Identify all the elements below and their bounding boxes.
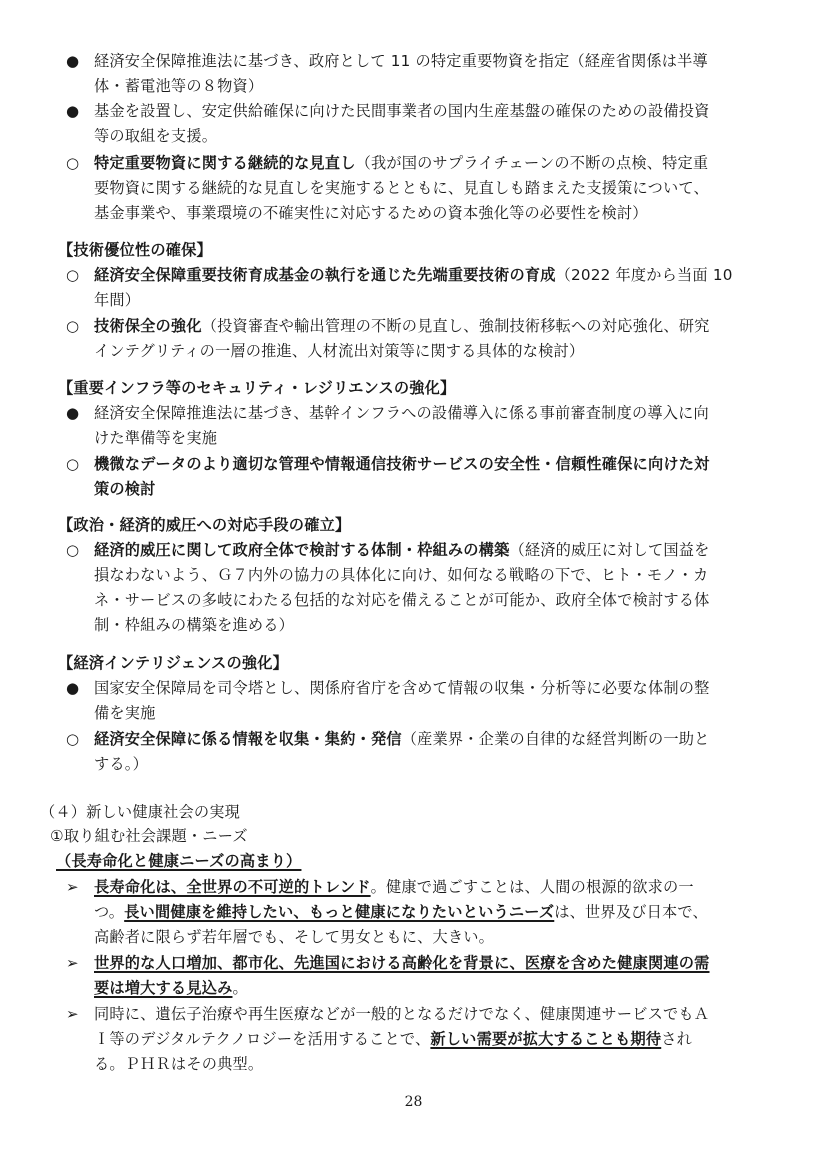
section-heading: 【政治・経済的威圧への対応手段の確立】	[58, 516, 351, 534]
text-line	[94, 875, 694, 899]
text-line: 基金事業や、事業環境の不確実性に対応するための資本強化等の必要性を検討）	[94, 204, 648, 222]
text-line: 等の取組を支援。	[94, 127, 218, 145]
text-line: 体・蓄電池等の８物資）	[94, 77, 264, 95]
text-span: （経済的威圧に対して国益を	[509, 541, 710, 559]
text-span: 。	[232, 979, 248, 997]
text-line: 経済安全保障推進法に基づき、政府として 11 の特定重要物資を指定（経産省関係は半導	[94, 52, 708, 70]
text-span: は、世界及び日本で、	[554, 903, 708, 921]
text-line	[94, 314, 710, 338]
text-span: Ｉ等のデジタルテクノロジーを活用することで、	[94, 1030, 431, 1048]
emphasis-text: 新しい需要が拡大することも期待	[430, 1030, 662, 1048]
emphasis-text: 経済安全保障に係る情報を収集・集約・発信	[94, 730, 402, 748]
text-line: 同時に、遺伝子治療や再生医療などが一般的となるだけでなく、健康関連サービスでもＡ	[94, 1005, 710, 1023]
text-span: （2022 年度から当面 10	[555, 266, 733, 284]
bullet-open: ○	[66, 266, 80, 284]
text-line: する。）	[94, 755, 148, 773]
bullet-filled: ●	[66, 404, 80, 422]
emphasis-text: 要は増大する見込み	[94, 979, 233, 997]
section-title: （４）新しい健康社会の実現	[40, 803, 241, 821]
text-line: 経済安全保障推進法に基づき、基幹インフラへの設備導入に係る事前審査制度の導入に向	[94, 404, 709, 422]
section-heading: 【経済インテリジェンスの強化】	[58, 654, 289, 672]
text-line: 基金を設置し、安定供給確保に向けた民間事業者の国内生産基盤の確保のための設備投資	[94, 102, 710, 120]
text-line: 制・枠組みの構築を進める）	[94, 616, 295, 634]
emphasis-text: 技術保全の強化	[94, 317, 202, 335]
text-span: され	[661, 1030, 692, 1048]
subsection-title: ①取り組む社会課題・ニーズ	[50, 827, 248, 845]
emphasis-text: 世界的な人口増加、都市化、先進国における高齢化を背景に、医療を含めた健康関連の需	[94, 954, 710, 972]
text-line: けた準備等を実施	[94, 429, 218, 447]
bullet-open: ○	[66, 730, 80, 748]
section-heading: 【重要インフラ等のセキュリティ・レジリエンスの強化】	[58, 379, 456, 397]
text-span: （我が国のサプライチェーンの不断の点検、特定重	[355, 154, 709, 172]
text-line: 備を実施	[94, 704, 156, 722]
text-line: 要物資に関する継続的な見直しを実施するとともに、見直しも踏まえた支援策について、	[94, 179, 709, 197]
text-line: る。ＰＨＲはその典型。	[94, 1055, 264, 1073]
arrow-bullet: ➢	[66, 954, 79, 972]
text-line	[94, 727, 710, 751]
emphasis-text: 特定重要物資に関する継続的な見直し	[94, 154, 356, 172]
text-line	[94, 1027, 692, 1051]
text-span: 。健康で過ごすことは、人間の根源的欲求の一	[370, 878, 694, 896]
bullet-filled: ●	[66, 102, 80, 120]
text-line	[94, 538, 710, 562]
arrow-bullet: ➢	[66, 1005, 79, 1023]
text-span: つ。	[94, 903, 125, 921]
bullet-open: ○	[66, 541, 80, 559]
bullet-open: ○	[66, 317, 80, 335]
page-number: 28	[404, 1094, 423, 1110]
emphasis-text: 経済安全保障重要技術育成基金の執行を通じた先端重要技術の育成	[94, 266, 556, 284]
text-line: 国家安全保障局を司令塔とし、関係府省庁を含めて情報の収集・分析等に必要な体制の整	[94, 679, 710, 697]
text-line	[94, 263, 733, 287]
text-line: 高齢者に限らず若年層でも、そして男女ともに、大きい。	[94, 928, 495, 946]
text-line: インテグリティの一層の推進、人材流出対策等に関する具体的な検討）	[94, 342, 585, 360]
emphasis-text: 経済的威圧に関して政府全体で検討する体制・枠組みの構築	[94, 541, 510, 559]
emphasis-text: 機微なデータのより適切な管理や情報通信技術サービスの安全性・信頼性確保に向けた対	[94, 455, 710, 473]
bullet-open: ○	[66, 455, 80, 473]
text-line: ネ・サービスの多岐にわたる包括的な対応を備えることが可能か、政府全体で検討する体	[94, 591, 710, 609]
text-line	[94, 151, 708, 175]
text-line	[94, 900, 708, 924]
text-line: 年間）	[94, 291, 141, 309]
text-span: （産業界・企業の自律的な経営判断の一助と	[401, 730, 710, 748]
text-span: （投資審査や輸出管理の不断の見直し、強制技術移転への対応強化、研究	[201, 317, 710, 335]
emphasis-text: 策の検討	[94, 480, 156, 498]
bullet-filled: ●	[66, 679, 80, 697]
bullet-open: ○	[66, 154, 80, 172]
arrow-bullet: ➢	[66, 878, 79, 896]
bullet-filled: ●	[66, 52, 80, 70]
subheading: （長寿命化と健康ニーズの高まり）	[56, 852, 302, 870]
emphasis-text: 長寿命化は、全世界の不可逆的トレンド	[94, 878, 371, 896]
text-line: 損なわないよう、Ｇ７内外の協力の具体化に向け、如何なる戦略の下で、ヒト・モノ・カ	[94, 566, 709, 584]
text-line	[94, 976, 248, 1000]
section-heading: 【技術優位性の確保】	[58, 241, 212, 259]
emphasis-text: 長い間健康を維持したい、もっと健康になりたいというニーズ	[124, 903, 555, 921]
